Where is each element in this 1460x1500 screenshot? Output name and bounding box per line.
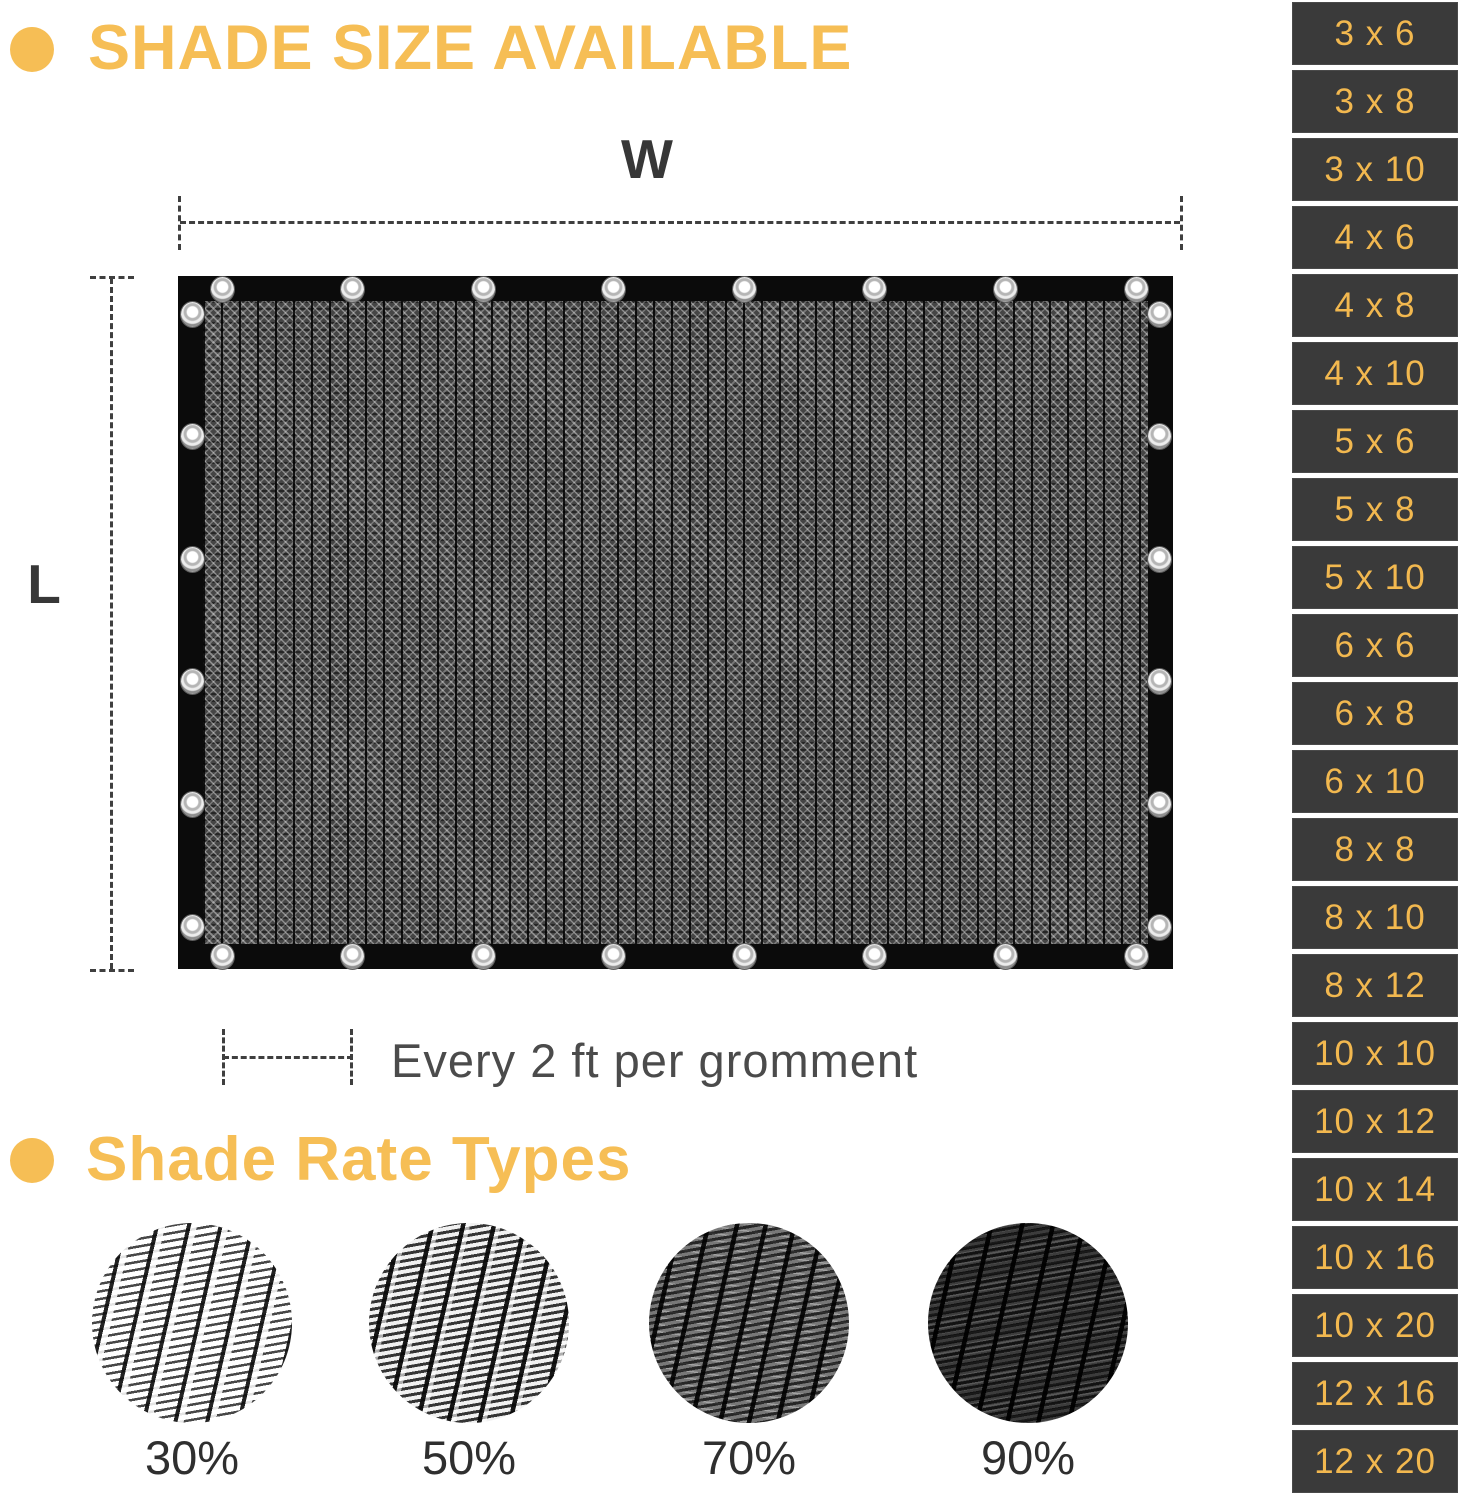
- shade-rate-swatch: [649, 1223, 849, 1423]
- size-option-label: 8 x 8: [1334, 829, 1416, 869]
- size-option: [1292, 1226, 1458, 1289]
- grommet-icon: [1125, 277, 1148, 302]
- size-option: [1292, 1022, 1458, 1085]
- size-option-label: 4 x 10: [1324, 353, 1426, 393]
- size-option-label: 5 x 8: [1334, 489, 1416, 529]
- size-option-label: 5 x 6: [1334, 421, 1416, 461]
- size-option: [1292, 206, 1458, 269]
- grommet-icon: [1148, 547, 1171, 572]
- size-option: [1292, 818, 1458, 881]
- size-option: [1292, 70, 1458, 133]
- size-option-label: 3 x 10: [1324, 149, 1426, 189]
- grommet-icon: [863, 944, 886, 969]
- width-dimension-line: [180, 221, 1180, 224]
- grommet-icon: [211, 277, 234, 302]
- size-option: [1292, 682, 1458, 745]
- bullet-dot-icon: [10, 1138, 54, 1183]
- grommet-icon: [181, 669, 204, 694]
- grommet-icon: [1125, 944, 1148, 969]
- grommet-note: Every 2 ft per gromment: [391, 1034, 919, 1087]
- size-option-label: 10 x 16: [1314, 1237, 1436, 1277]
- size-option: [1292, 138, 1458, 201]
- size-option: [1292, 274, 1458, 337]
- size-option-label: 4 x 8: [1334, 285, 1416, 325]
- grommet-spacing-line: [223, 1056, 353, 1059]
- size-option: [1292, 1362, 1458, 1425]
- shade-rate-swatch: [92, 1223, 292, 1423]
- grommet-icon: [181, 424, 204, 449]
- grommet-icon: [863, 277, 886, 302]
- size-option: [1292, 342, 1458, 405]
- shade-size-title: SHADE SIZE AVAILABLE: [88, 13, 853, 83]
- shade-mesh-texture: [203, 301, 1148, 944]
- size-option-label: 10 x 12: [1314, 1101, 1436, 1141]
- shade-rate-label: 30%: [144, 1431, 240, 1484]
- size-option: [1292, 546, 1458, 609]
- size-option: [1292, 1430, 1458, 1493]
- shade-rate-title: Shade Rate Types: [86, 1125, 632, 1194]
- size-option: [1292, 1090, 1458, 1153]
- shade-tarp-diagram: [178, 276, 1173, 969]
- grommet-icon: [472, 277, 495, 302]
- grommet-icon: [1148, 302, 1171, 327]
- grommet-icon: [181, 547, 204, 572]
- width-dimension-tick-left: [178, 196, 181, 250]
- length-dimension-tick-top: [90, 276, 134, 279]
- size-option-label: 8 x 10: [1324, 897, 1426, 937]
- grommet-icon: [1148, 669, 1171, 694]
- grommet-icon: [733, 277, 756, 302]
- size-option: [1292, 886, 1458, 949]
- length-dimension-label: L: [27, 553, 61, 615]
- width-dimension-tick-right: [1180, 196, 1183, 250]
- size-option-label: 4 x 6: [1334, 217, 1416, 257]
- size-list: [1292, 2, 1458, 1493]
- size-option-label: 12 x 20: [1314, 1441, 1436, 1481]
- grommet-icon: [1148, 915, 1171, 940]
- grommet-icon: [341, 277, 364, 302]
- size-option: [1292, 750, 1458, 813]
- bullet-dot-icon: [10, 27, 54, 72]
- grommet-icon: [602, 277, 625, 302]
- grommet-icon: [181, 302, 204, 327]
- size-option-label: 5 x 10: [1324, 557, 1426, 597]
- size-option: [1292, 614, 1458, 677]
- grommet-icon: [1148, 792, 1171, 817]
- size-option-label: 3 x 6: [1334, 13, 1416, 53]
- size-option: [1292, 478, 1458, 541]
- size-option: [1292, 1294, 1458, 1357]
- grommet-icon: [602, 944, 625, 969]
- grommet-icon: [341, 944, 364, 969]
- grommet-icon: [472, 944, 495, 969]
- size-option: [1292, 410, 1458, 473]
- size-option-label: 6 x 10: [1324, 761, 1426, 801]
- grommet-icon: [994, 277, 1017, 302]
- shade-rate-label: 90%: [980, 1431, 1076, 1484]
- shade-rate-swatch: [369, 1223, 569, 1423]
- grommet-icon: [211, 944, 234, 969]
- size-option-label: 10 x 10: [1314, 1033, 1436, 1073]
- size-option-label: 6 x 6: [1334, 625, 1416, 665]
- size-option-label: 10 x 14: [1314, 1169, 1436, 1209]
- size-option: [1292, 2, 1458, 65]
- size-option-label: 10 x 20: [1314, 1305, 1436, 1345]
- size-option: [1292, 954, 1458, 1017]
- grommet-icon: [994, 944, 1017, 969]
- size-option-label: 6 x 8: [1334, 693, 1416, 733]
- size-option-label: 8 x 12: [1324, 965, 1426, 1005]
- length-dimension-tick-bottom: [90, 969, 134, 972]
- shade-rate-label: 70%: [701, 1431, 797, 1484]
- size-option-label: 3 x 8: [1334, 81, 1416, 121]
- width-dimension-label: W: [621, 128, 673, 190]
- grommet-icon: [181, 792, 204, 817]
- size-option-label: 12 x 16: [1314, 1373, 1436, 1413]
- size-option: [1292, 1158, 1458, 1221]
- grommet-icon: [733, 944, 756, 969]
- length-dimension-line: [110, 278, 113, 969]
- shade-rate-swatch: [928, 1223, 1128, 1423]
- grommet-icon: [181, 915, 204, 940]
- grommet-icon: [1148, 424, 1171, 449]
- shade-rate-label: 50%: [421, 1431, 517, 1484]
